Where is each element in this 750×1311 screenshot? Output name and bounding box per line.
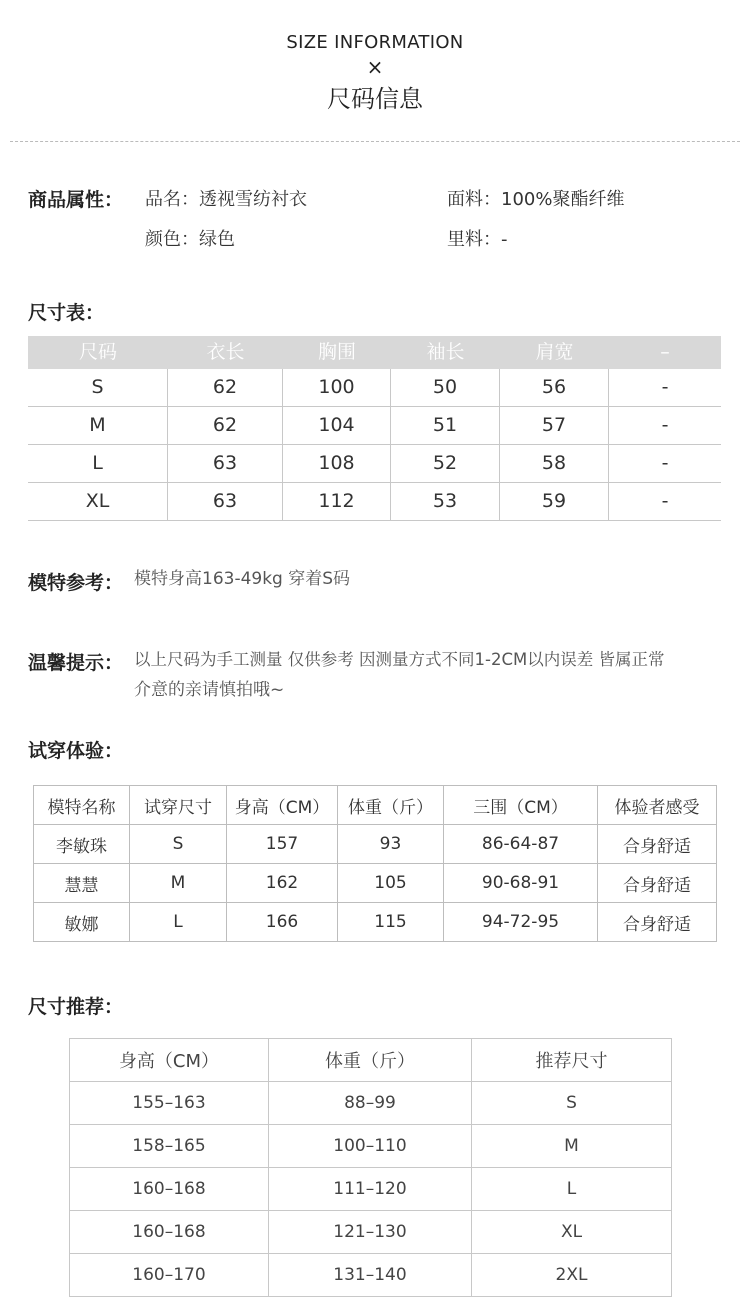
- table-cell: 100: [283, 369, 391, 406]
- table-cell: 李敏珠: [34, 825, 130, 864]
- attribute-color: 颜色：绿色: [145, 229, 235, 250]
- table-row: [28, 369, 721, 407]
- table-cell: 111–120: [269, 1168, 472, 1211]
- table-cell: 合身舒适: [598, 864, 717, 903]
- table-cell: 104: [283, 407, 391, 444]
- table-header-cell: 体重（斤）: [269, 1039, 472, 1082]
- table-cell: 63: [168, 483, 283, 520]
- table-row: [28, 407, 721, 445]
- tips-line-2: 介意的亲请慎拍哦~: [134, 680, 285, 700]
- table-cell: 62: [168, 407, 283, 444]
- table-row: [70, 1125, 672, 1168]
- table-cell: 51: [391, 407, 500, 444]
- table-cell: 160–168: [70, 1211, 269, 1254]
- table-row: [70, 1254, 672, 1297]
- table-cell: L: [28, 445, 168, 482]
- tips-label: 温馨提示：: [28, 652, 124, 674]
- table-cell: -: [661, 490, 669, 512]
- header-title-cn: 尺码信息: [327, 85, 423, 113]
- table-cell: 160–170: [70, 1254, 269, 1297]
- table-cell: 131–140: [269, 1254, 472, 1297]
- table-cell: 86-64-87: [444, 825, 598, 864]
- table-header-cell: 推荐尺寸: [472, 1039, 672, 1082]
- table-cell: -: [661, 452, 669, 474]
- table-cell: -: [661, 376, 669, 398]
- table-cell: M: [130, 864, 227, 903]
- size-chart-label: 尺寸表：: [28, 302, 105, 324]
- attribute-lining: 里料：-: [447, 229, 508, 250]
- size-chart-header-cell: –: [660, 341, 670, 363]
- size-chart-header-cell: 尺码: [78, 341, 117, 363]
- size-chart-table: [28, 336, 721, 521]
- table-cell: 合身舒适: [598, 903, 717, 942]
- table-header-row: [34, 786, 717, 825]
- table-cell: 162: [227, 864, 338, 903]
- table-cell: 63: [168, 445, 283, 482]
- attribute-fabric: 面料：100%聚酯纤维: [447, 189, 625, 210]
- size-chart-header-cell: 袖长: [426, 341, 465, 363]
- table-cell: M: [28, 407, 168, 444]
- table-row: [28, 445, 721, 483]
- table-header-cell: 模特名称: [34, 786, 130, 825]
- size-chart-header-cell: 衣长: [206, 341, 245, 363]
- recommend-table: [69, 1038, 672, 1297]
- table-cell: S: [130, 825, 227, 864]
- try-on-table: [33, 785, 717, 942]
- table-row: [34, 864, 717, 903]
- table-cell: XL: [28, 483, 168, 520]
- table-cell: 93: [338, 825, 444, 864]
- table-cell: L: [130, 903, 227, 942]
- table-cell: 88–99: [269, 1082, 472, 1125]
- table-cell: 105: [338, 864, 444, 903]
- table-header-cell: 身高（CM）: [70, 1039, 269, 1082]
- table-header-cell: 试穿尺寸: [130, 786, 227, 825]
- table-cell: 敏娜: [34, 903, 130, 942]
- table-cell: 50: [391, 369, 500, 406]
- table-header-cell: 身高（CM）: [227, 786, 338, 825]
- table-cell: 112: [283, 483, 391, 520]
- table-header-row: [70, 1039, 672, 1082]
- table-row: [34, 825, 717, 864]
- table-cell: S: [28, 369, 168, 406]
- header-divider-x: ×: [366, 55, 384, 79]
- attribute-name: 品名：透视雪纺衬衣: [145, 189, 307, 210]
- table-row: [70, 1211, 672, 1254]
- table-cell: 155–163: [70, 1082, 269, 1125]
- table-cell: 90-68-91: [444, 864, 598, 903]
- try-on-label: 试穿体验：: [28, 740, 124, 762]
- tips-line-1: 以上尺码为手工测量 仅供参考 因测量方式不同1-2CM以内误差 皆属正常: [134, 650, 665, 669]
- table-cell: S: [472, 1082, 672, 1125]
- table-row: [34, 903, 717, 942]
- table-cell: 158–165: [70, 1125, 269, 1168]
- table-row: [70, 1168, 672, 1211]
- table-cell: 94-72-95: [444, 903, 598, 942]
- table-cell: XL: [472, 1211, 672, 1254]
- table-cell: M: [472, 1125, 672, 1168]
- table-cell: 52: [391, 445, 500, 482]
- table-header-cell: 体验者感受: [598, 786, 717, 825]
- size-chart-header-cell: 胸围: [317, 341, 356, 363]
- size-chart-header: [28, 336, 721, 369]
- table-cell: 57: [500, 407, 609, 444]
- table-cell: 100–110: [269, 1125, 472, 1168]
- table-cell: 59: [500, 483, 609, 520]
- table-header-cell: 体重（斤）: [338, 786, 444, 825]
- table-cell: 合身舒适: [598, 825, 717, 864]
- table-cell: 58: [500, 445, 609, 482]
- size-chart-header-cell: 肩宽: [535, 341, 574, 363]
- header-title-en: SIZE INFORMATION: [286, 32, 464, 53]
- table-cell: L: [472, 1168, 672, 1211]
- attributes-label: 商品属性：: [28, 189, 124, 211]
- recommend-label: 尺寸推荐：: [28, 996, 124, 1018]
- table-cell: 157: [227, 825, 338, 864]
- table-cell: 160–168: [70, 1168, 269, 1211]
- model-ref-label: 模特参考：: [28, 572, 124, 594]
- table-cell: 108: [283, 445, 391, 482]
- table-cell: 慧慧: [34, 864, 130, 903]
- table-cell: 56: [500, 369, 609, 406]
- table-cell: 121–130: [269, 1211, 472, 1254]
- table-cell: 53: [391, 483, 500, 520]
- table-header-cell: 三围（CM）: [444, 786, 598, 825]
- table-row: [70, 1082, 672, 1125]
- table-row: [28, 483, 721, 521]
- table-cell: 62: [168, 369, 283, 406]
- table-cell: -: [661, 414, 669, 436]
- dashed-divider: [10, 141, 740, 142]
- model-ref-text: 模特身高163-49kg 穿着S码: [134, 569, 351, 589]
- table-cell: 115: [338, 903, 444, 942]
- table-cell: 166: [227, 903, 338, 942]
- table-cell: 2XL: [472, 1254, 672, 1297]
